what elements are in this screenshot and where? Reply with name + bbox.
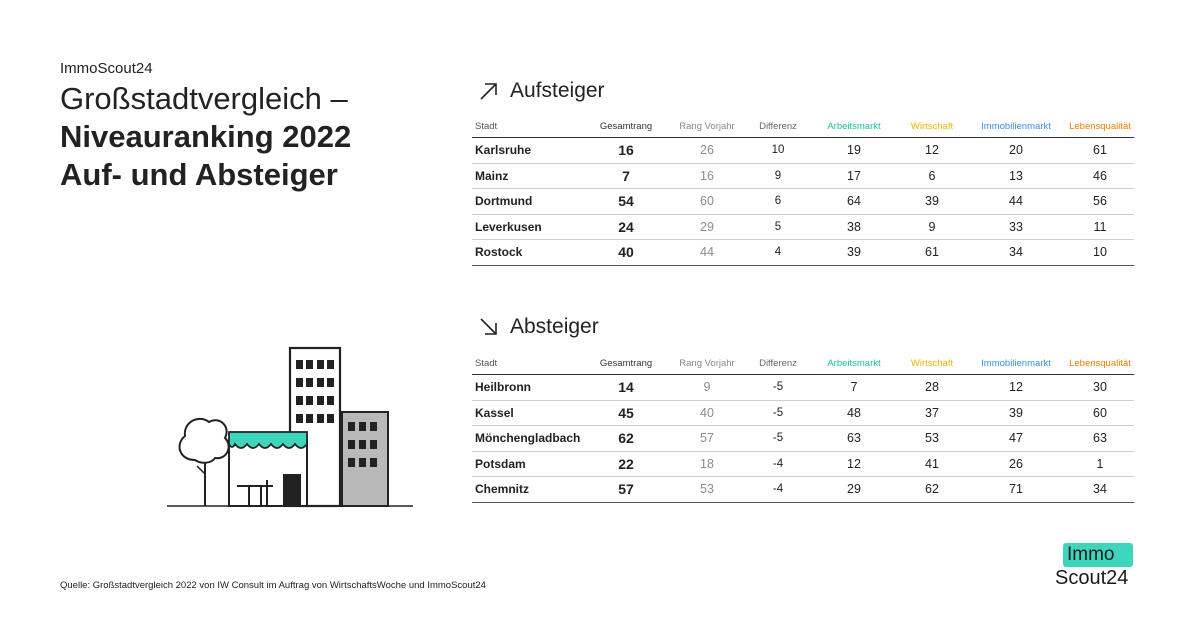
cell-immobilienmarkt: 12 [966,375,1066,401]
cell-rang-vorjahr: 40 [668,400,746,426]
cell-wirtschaft: 12 [898,138,966,164]
cell-lebensqualitaet: 56 [1066,189,1134,215]
column-header-wirtschaft: Wirtschaft [898,352,966,375]
cell-arbeitsmarkt: 38 [810,214,898,240]
column-header-immobilienmarkt: Immobilienmarkt [966,352,1066,375]
cell-gesamtrang: 24 [584,214,668,240]
cell-immobilienmarkt: 39 [966,400,1066,426]
table-header-row [472,115,1134,138]
column-header-differenz: Differenz [746,352,810,375]
cell-wirtschaft: 39 [898,189,966,215]
cell-arbeitsmarkt: 7 [810,375,898,401]
cell-differenz: -4 [746,477,810,503]
cell-gesamtrang: 16 [584,138,668,164]
cell-rang-vorjahr: 26 [668,138,746,164]
logo-text-immo: Immo [1067,544,1115,565]
table-row [472,426,1134,452]
cell-rang-vorjahr: 18 [668,451,746,477]
absteiger-heading [478,312,599,342]
cell-lebensqualitaet: 1 [1066,451,1134,477]
title-line-3: Auf- und Absteiger [60,157,338,192]
cell-stadt: Dortmund [472,189,584,215]
absteiger-table [472,352,1134,503]
cell-rang-vorjahr: 57 [668,426,746,452]
cell-gesamtrang: 14 [584,375,668,401]
absteiger-title: Absteiger [510,315,599,338]
cell-lebensqualitaet: 46 [1066,163,1134,189]
cell-arbeitsmarkt: 29 [810,477,898,503]
cell-rang-vorjahr: 44 [668,240,746,266]
cell-differenz: 10 [746,138,810,164]
cell-lebensqualitaet: 34 [1066,477,1134,503]
cell-wirtschaft: 6 [898,163,966,189]
cell-arbeitsmarkt: 17 [810,163,898,189]
column-header-differenz: Differenz [746,115,810,138]
cell-arbeitsmarkt: 48 [810,400,898,426]
cell-wirtschaft: 41 [898,451,966,477]
cell-gesamtrang: 54 [584,189,668,215]
cell-rang-vorjahr: 29 [668,214,746,240]
column-header-lebensqualitaet: Lebensqualität [1066,115,1134,138]
cell-arbeitsmarkt: 12 [810,451,898,477]
column-header-wirtschaft: Wirtschaft [898,115,966,138]
cell-gesamtrang: 40 [584,240,668,266]
cell-arbeitsmarkt: 63 [810,426,898,452]
cell-wirtschaft: 9 [898,214,966,240]
cell-gesamtrang: 62 [584,426,668,452]
cell-arbeitsmarkt: 39 [810,240,898,266]
cell-arbeitsmarkt: 19 [810,138,898,164]
cell-lebensqualitaet: 63 [1066,426,1134,452]
table-row [472,138,1134,164]
aufsteiger-title: Aufsteiger [510,79,605,102]
cell-stadt: Mönchengladbach [472,426,584,452]
arrow-down-right-icon [478,316,500,338]
cell-differenz: -4 [746,451,810,477]
cell-differenz: -5 [746,400,810,426]
cell-lebensqualitaet: 11 [1066,214,1134,240]
cell-gesamtrang: 22 [584,451,668,477]
immoscout24-logo[interactable] [1055,543,1147,593]
cell-immobilienmarkt: 71 [966,477,1066,503]
column-header-stadt: Stadt [472,352,584,375]
table-row [472,451,1134,477]
cell-wirtschaft: 61 [898,240,966,266]
cell-wirtschaft: 53 [898,426,966,452]
title-line-1: Großstadtvergleich – [60,81,348,116]
cell-rang-vorjahr: 9 [668,375,746,401]
column-header-immobilienmarkt: Immobilienmarkt [966,115,1066,138]
cell-differenz: 9 [746,163,810,189]
table-row [472,477,1134,503]
cell-stadt: Rostock [472,240,584,266]
page-title [60,80,440,194]
cell-gesamtrang: 57 [584,477,668,503]
column-header-gesamtrang: Gesamtrang [584,115,668,138]
table-row [472,214,1134,240]
cell-rang-vorjahr: 16 [668,163,746,189]
city-illustration [165,340,415,510]
cell-immobilienmarkt: 47 [966,426,1066,452]
cell-wirtschaft: 28 [898,375,966,401]
cell-differenz: 6 [746,189,810,215]
cell-gesamtrang: 7 [584,163,668,189]
cell-arbeitsmarkt: 64 [810,189,898,215]
title-line-2: Niveauranking 2022 [60,119,352,154]
cell-rang-vorjahr: 53 [668,477,746,503]
brand-name: ImmoScout24 [60,60,153,77]
cell-stadt: Potsdam [472,451,584,477]
cell-differenz: -5 [746,375,810,401]
cell-stadt: Leverkusen [472,214,584,240]
cell-lebensqualitaet: 10 [1066,240,1134,266]
table-row [472,240,1134,266]
cell-differenz: 5 [746,214,810,240]
cell-immobilienmarkt: 20 [966,138,1066,164]
table-row [472,375,1134,401]
column-header-arbeitsmarkt: Arbeitsmarkt [810,115,898,138]
cell-gesamtrang: 45 [584,400,668,426]
cell-lebensqualitaet: 60 [1066,400,1134,426]
column-header-rang-vorjahr: Rang Vorjahr [668,352,746,375]
table-row [472,163,1134,189]
cell-wirtschaft: 62 [898,477,966,503]
column-header-rang-vorjahr: Rang Vorjahr [668,115,746,138]
source-note: Quelle: Großstadtvergleich 2022 von IW Consult im Auftrag von WirtschaftsWoche und ImmoScout24 [60,580,486,591]
arrow-up-right-icon [478,80,500,102]
cell-immobilienmarkt: 34 [966,240,1066,266]
cell-rang-vorjahr: 60 [668,189,746,215]
table-row [472,189,1134,215]
column-header-gesamtrang: Gesamtrang [584,352,668,375]
aufsteiger-table [472,115,1134,266]
cell-lebensqualitaet: 61 [1066,138,1134,164]
cell-lebensqualitaet: 30 [1066,375,1134,401]
cell-immobilienmarkt: 33 [966,214,1066,240]
table-row [472,400,1134,426]
cell-differenz: 4 [746,240,810,266]
logo-text-scout: Scout24 [1055,567,1129,589]
aufsteiger-heading [478,76,605,106]
cell-stadt: Kassel [472,400,584,426]
cell-stadt: Mainz [472,163,584,189]
cell-immobilienmarkt: 26 [966,451,1066,477]
column-header-stadt: Stadt [472,115,584,138]
cell-immobilienmarkt: 13 [966,163,1066,189]
cell-immobilienmarkt: 44 [966,189,1066,215]
table-header-row [472,352,1134,375]
cell-wirtschaft: 37 [898,400,966,426]
cell-stadt: Karlsruhe [472,138,584,164]
column-header-arbeitsmarkt: Arbeitsmarkt [810,352,898,375]
cell-differenz: -5 [746,426,810,452]
cell-stadt: Heilbronn [472,375,584,401]
column-header-lebensqualitaet: Lebensqualität [1066,352,1134,375]
cell-stadt: Chemnitz [472,477,584,503]
